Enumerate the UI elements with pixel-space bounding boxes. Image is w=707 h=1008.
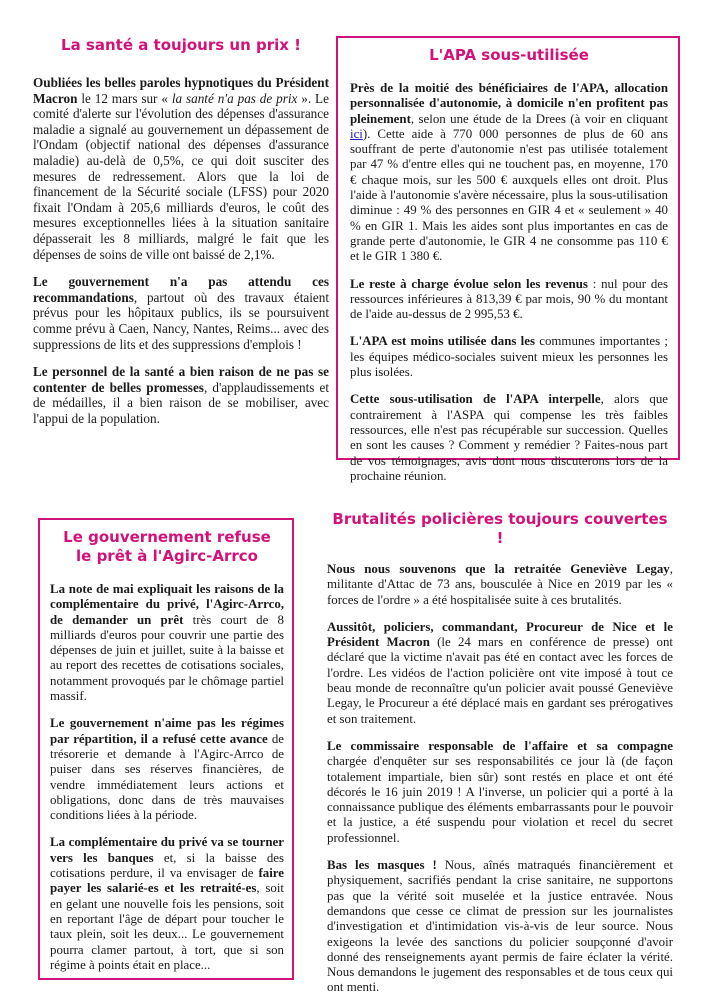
article-apa <box>350 46 668 496</box>
article-apa-p1: Près de la moitié des bénéficiaires de l'APA, allocation personnalisée d'autonomie, à domicile n'en profitent pas pleinement, selon une étude de la Drees (à voir en cliquant ici). Cette aide à 770 000 personnes de plus de 60 ans souffrant de perte d'autonomie n'est pas utilisée totalement par 47 % d'entre elles qui ne touchent pas, en moyenne, 170 € chaque mois, sur les 500 € auxquels elles ont droit. Plus l'aide à l'autonomie s'avère nécessaire, plus la sous-utilisation diminue : 49 % des personnes en GIR 4 et « seulement » 40 % en GIR 1. Mais les aides sont plus importantes en cas de grande perte d'autonomie, le GIR 4 ne consomme pas 110 € et le GIR 1 380 €. <box>350 81 668 264</box>
article-agirc-p2: Le gouvernement n'aime pas les régimes par répartition, il a refusé cette avance de trésorerie et demande à l'Agirc-Arrco de puiser dans ses réserves financières, de vendre immédiatement leurs actions et obligations, donc dans de très mauvaises conditions liées à la période. <box>50 716 284 823</box>
article-agirc <box>50 528 284 985</box>
article-apa-p4: Cette sous-utilisation de l'APA interpelle, alors que contrairement à l'ASPA qui compense les très faibles ressources, elle n'est pas récupérable sur succession. Quelles en sont les causes ? Comment y remédier ? Faites-nous part de vos témoignages, avis dont nous discuterons lors de la prochaine réunion. <box>350 392 668 483</box>
article-sante-p2: Le gouvernement n'a pas attendu ces recommandations, partout où des travaux étaient prévus pour les hôpitaux publics, ils se poursuivent comme prévu à Caen, Nancy, Nantes, Reims... avec des suppressions de lits et des suppressions d'emplois ! <box>33 274 329 352</box>
article-sante <box>33 36 329 438</box>
article-brutalites-p1: Nous nous souvenons que la retraitée Geneviève Legay, militante d'Attac de 73 ans, bousculée à Nice en 2019 par les « forces de l'ordre » a été hospitalisée suite à ces brutalités. <box>327 562 673 607</box>
drees-study-link[interactable]: ici <box>350 126 363 141</box>
article-apa-p3: L'APA est moins utilisée dans les communes importantes ; les équipes médico-sociales suivent mieux les personnes les plus isolées. <box>350 334 668 380</box>
article-brutalites-p2: Aussitôt, policiers, commandant, Procureur de Nice et le Président Macron (le 24 mars en conférence de presse) ont déclaré que la victime n'avait pas été en contact avec les forces de l'ordre. Les vidéos de l'action policière ont vite imposé à tout ce beau monde de reconnaître qu'un policier avait poussé Geneviève Legay, le Procureur a été déplacé mais en gardant ses prérogatives et son traitement. <box>327 619 673 726</box>
article-apa-title: L'APA sous-utilisée <box>429 46 589 64</box>
article-brutalites <box>327 510 673 1008</box>
article-brutalites-p3: Le commissaire responsable de l'affaire et sa compagne chargée d'enquêter sur ses responsabilités ce jour là (de façon totalement impartiale, bien sûr) sont restés en place et ont été décorés le 16 juin 2019 ! A l'inverse, un policier qui a porté à la connaissance publique des éléments embarrassants pour le pouvoir et la justice, a été suspendu pour violation et recel du secret professionnel. <box>327 738 673 845</box>
article-sante-title: La santé a toujours un prix ! <box>61 36 301 54</box>
article-sante-p3: Le personnel de la santé a bien raison de ne pas se contenter de belles promesses, d'applaudissements et de médailles, il a bien raison de se mobiliser, avec l'appui de la population. <box>33 364 330 426</box>
article-agirc-p3: La complémentaire du privé va se tourner vers les banques et, si la baisse des cotisations perdure, il va envisager de faire payer les salarié-es et les retraité-es, soit en gelant une nouvelle fois les pensions, soit en reportant l'âge de départ pour toucher le taux plein, soit les deux... Le gouvernement pourra clamer partout, à tort, que si son régime à points était en place... <box>50 835 285 972</box>
article-apa-p2: Le reste à charge évolue selon les revenus : nul pour des ressources inférieures à 813,39 € par mois, 90 % du montant de l'aide au-dessus de 2 995,53 €. <box>350 276 668 322</box>
article-agirc-title: Le gouvernement refuse le prêt à l'Agirc-Arrco <box>63 528 271 565</box>
article-sante-p1: Oubliées les belles paroles hypnotiques du Président Macron le 12 mars sur « la santé n'a pas de prix ». Le comité d'alerte sur l'évolution des dépenses d'assurance maladie a signalé au gouvernement un dépassement de l'Ondam (objectif national des dépenses d'assurance maladie) au-delà de 0,5%, ce qui doit susciter des mesures de redressement. Alors que la loi de financement de la Sécurité sociale (LFSS) pour 2020 fixait l'Ondam à 205,6 milliards d'euros, le coût des mesures exceptionnelles liées à la situation sanitaire dépasserait les 8 milliards, malgré le fait que les dépenses de soins de ville ont baissé de 2,1%. <box>33 75 329 262</box>
article-brutalites-p4: Bas les masques ! Nous, aînés matraqués financièrement et physiquement, sacrifiés pendant la crise sanitaire, ne supportons pas que la vérité soit muselée et la justice entravée. Nous demandons que cesse ce climat de pression sur les journalistes d'investigation et d'intimidation vis-à-vis de leur source. Nous exigeons la levée des sanctions du policier soupçonné d'avoir donné des renseignements ayant permis de faire éclater la vérité. Nous demandons le jugement des responsables et de tous ceux qui ont menti. <box>327 858 673 995</box>
article-agirc-p1: La note de mai expliquait les raisons de la complémentaire du privé, l'Agirc-Arrco, de demander un prêt très court de 8 milliards d'euros pour couvrir une partie des dépenses de juin et juillet, suite à la baisse et au report des recettes de cotisations sociales, notamment provoqués par le chômage partiel massif. <box>50 582 284 704</box>
article-brutalites-title: Brutalités policières toujours couvertes ! <box>332 510 668 547</box>
